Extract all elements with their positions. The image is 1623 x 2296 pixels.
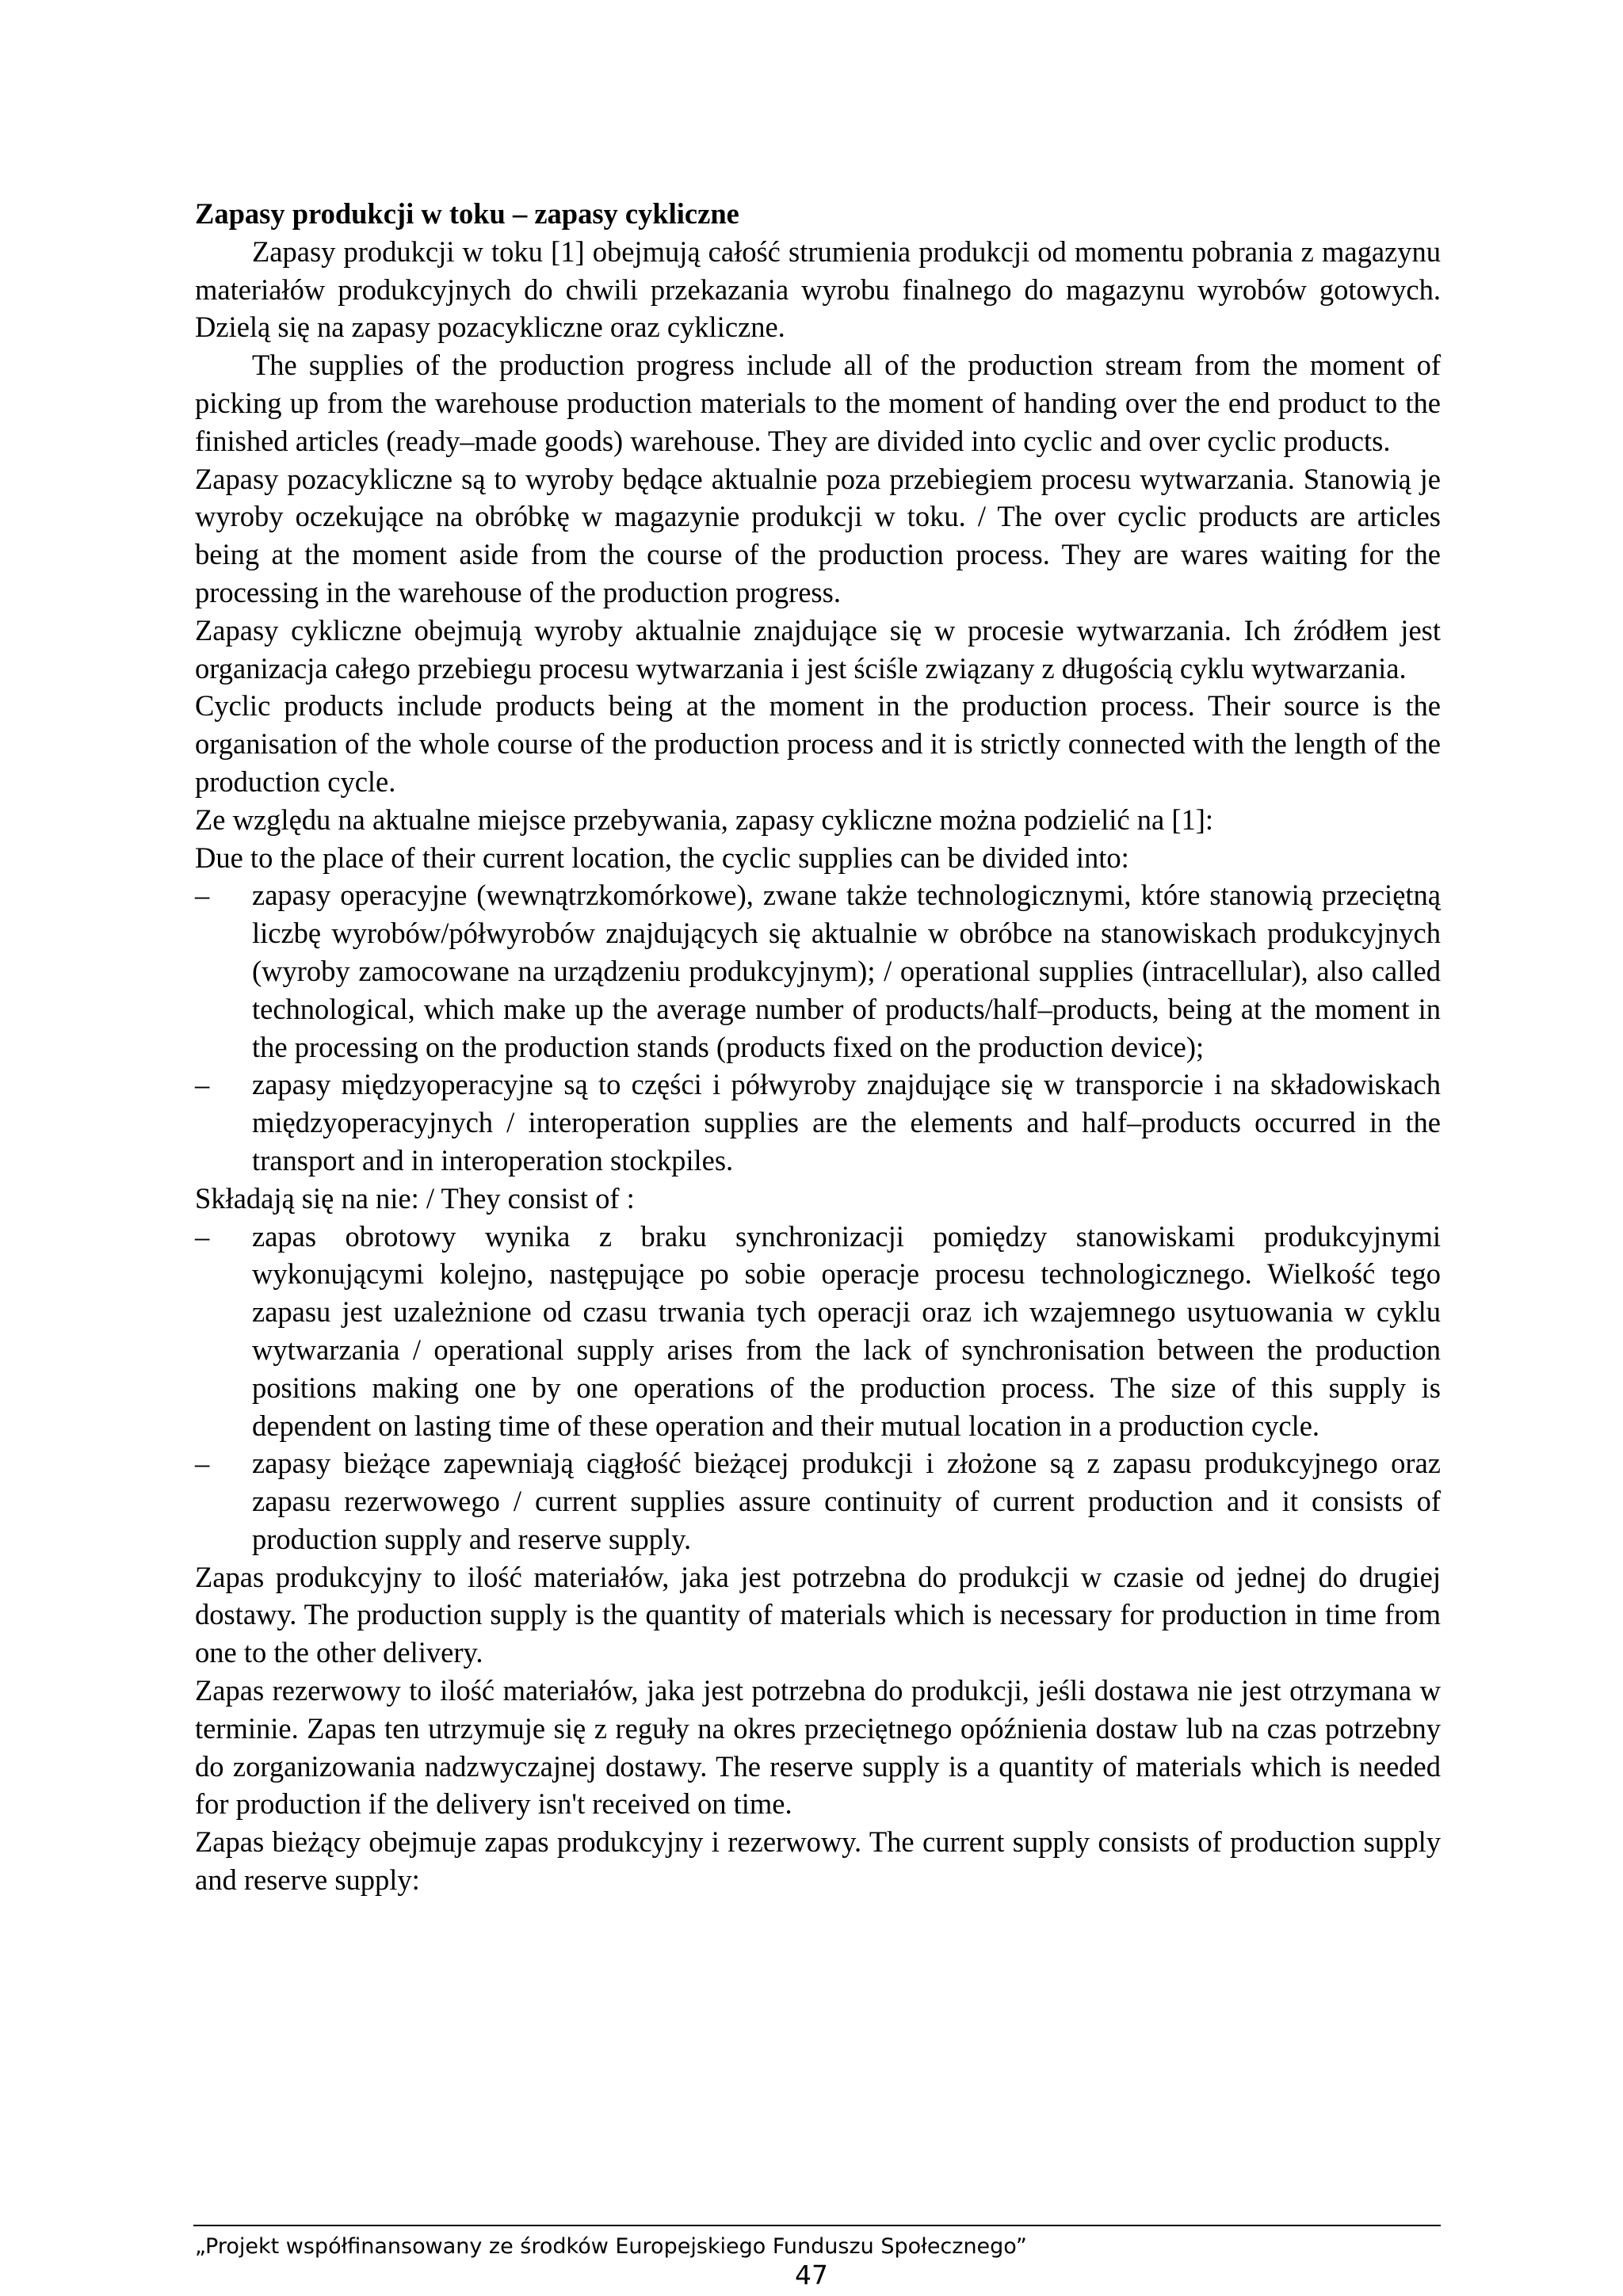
- paragraph-cyclic-polish: Zapasy cykliczne obejmują wyroby aktualnie znajdujące się w procesie wytwarzania. Ich źródłem jest organizacja całego przebiegu procesu wytwarzania i jest ściśle związany z długością cyklu wytwarzania.: [195, 613, 1441, 685]
- supply-types-list: [195, 876, 1441, 1179]
- list-item: [195, 1066, 1441, 1179]
- list-item: [195, 1218, 1441, 1445]
- paragraph-production-supply: Zapas produkcyjny to ilość materiałów, jaka jest potrzebna do produkcji w czasie od jednej do drugiej dostawy. The production supply is the quantity of materials which is necessary for production in time from one to the other delivery.: [195, 1560, 1441, 1669]
- paragraph-reserve-supply: Zapas rezerwowy to ilość materiałów, jaka jest potrzebna do produkcji, jeśli dostawa nie jest otrzymana w terminie. Zapas ten utrzymuje się z reguły na okres przeciętnego opóźnienia dostaw lub na czas potrzebny do zorganizowania nadzwyczajnej dostawy. The reserve supply is a quantity of materials which is needed for production if the delivery isn't received on time.: [195, 1674, 1441, 1821]
- list-dash-marker: –: [195, 1447, 210, 1480]
- paragraph-english-intro: The supplies of the production progress include all of the production stream from the moment of picking up from the warehouse production materials to the moment of handing over the end product to the finished articles (ready–made goods) warehouse. They are divided into cyclic and over cyclic products.: [195, 349, 1441, 457]
- list-dash-marker: –: [195, 879, 210, 912]
- paragraph-cyclic-english: Cyclic products include products being at the moment in the production process. Their source is the organisation of the whole course of the production process and it is strictly connected with the length of the production cycle.: [195, 689, 1441, 798]
- list-item: [195, 876, 1441, 1066]
- list-item-text: zapasy operacyjne (wewnątrzkomórkowe), zwane także technologicznymi, które stanowią przeciętną liczbę wyrobów/półwyrobów znajdujących się aktualnie w obróbce na stanowiskach produkcyjnych (wyroby zamocowane na urządzeniu produkcyjnym); / operational supplies (intracellular), also called technological, which make up the average number of products/half–products, being at the moment in the processing on the production stands (products fixed on the production device);: [252, 879, 1441, 1063]
- paragraph-consist-of: Składają się na nie: / They consist of :: [195, 1181, 635, 1215]
- footer-divider: [193, 2225, 1441, 2226]
- paragraph-division-english: Due to the place of their current location, the cyclic supplies can be divided into:: [195, 841, 1129, 874]
- page-body: [195, 195, 1441, 1899]
- list-item-text: zapasy międzyoperacyjne są to części i półwyroby znajdujące się w transporcie i na składowiskach międzyoperacyjnych / interoperation supplies are the elements and half–products occurred in the transport and in interoperation stockpiles.: [252, 1068, 1441, 1177]
- list-item-text: zapas obrotowy wynika z braku synchronizacji pomiędzy stanowiskami produkcyjnymi wykonującymi kolejno, następujące po sobie operacje procesu technologicznego. Wielkość tego zapasu jest uzależnione od czasu trwania tych operacji oraz ich wzajemnego usytuowania w cyklu wytwarzania / operational supply arises from the lack of synchronisation between the production positions making one by one operations of the production process. The size of this supply is dependent on lasting time of these operation and their mutual location in a production cycle.: [252, 1219, 1441, 1442]
- supply-components-list: [195, 1218, 1441, 1558]
- page-number: 47: [795, 2260, 828, 2290]
- list-dash-marker: –: [195, 1219, 210, 1253]
- footer-funding-note: „Projekt współfinansowany ze środków Europejskiego Funduszu Społecznego”: [195, 2234, 1027, 2259]
- paragraph-polish-intro: Zapasy produkcji w toku [1] obejmują całość strumienia produkcji od momentu pobrania z magazynu materiałów produkcyjnych do chwili przekazania wyrobu finalnego do magazynu wyrobów gotowych. Dzielą się na zapasy pozacykliczne oraz cykliczne.: [195, 235, 1441, 344]
- paragraph-division-polish: Ze względu na aktualne miejsce przebywania, zapasy cykliczne można podzielić na [1]:: [195, 803, 1214, 836]
- paragraph-over-cyclic: Zapasy pozacykliczne są to wyroby będące aktualnie poza przebiegiem procesu wytwarzania. Stanowią je wyroby oczekujące na obróbkę w magazynie produkcji w toku. / The over cyclic products are articles being at the moment aside from the course of the production process. They are wares waiting for the processing in the warehouse of the production progress.: [195, 462, 1441, 608]
- paragraph-current-supply: Zapas bieżący obejmuje zapas produkcyjny i rezerwowy. The current supply consists of production supply and reserve supply:: [195, 1825, 1441, 1897]
- list-dash-marker: –: [195, 1068, 210, 1101]
- list-item: [195, 1444, 1441, 1558]
- section-heading: Zapasy produkcji w toku – zapasy cykliczne: [195, 197, 739, 230]
- list-item-text: zapasy bieżące zapewniają ciągłość bieżącej produkcji i złożone są z zapasu produkcyjnego oraz zapasu rezerwowego / current supplies assure continuity of current production and it consists of production supply and reserve supply.: [252, 1447, 1441, 1555]
